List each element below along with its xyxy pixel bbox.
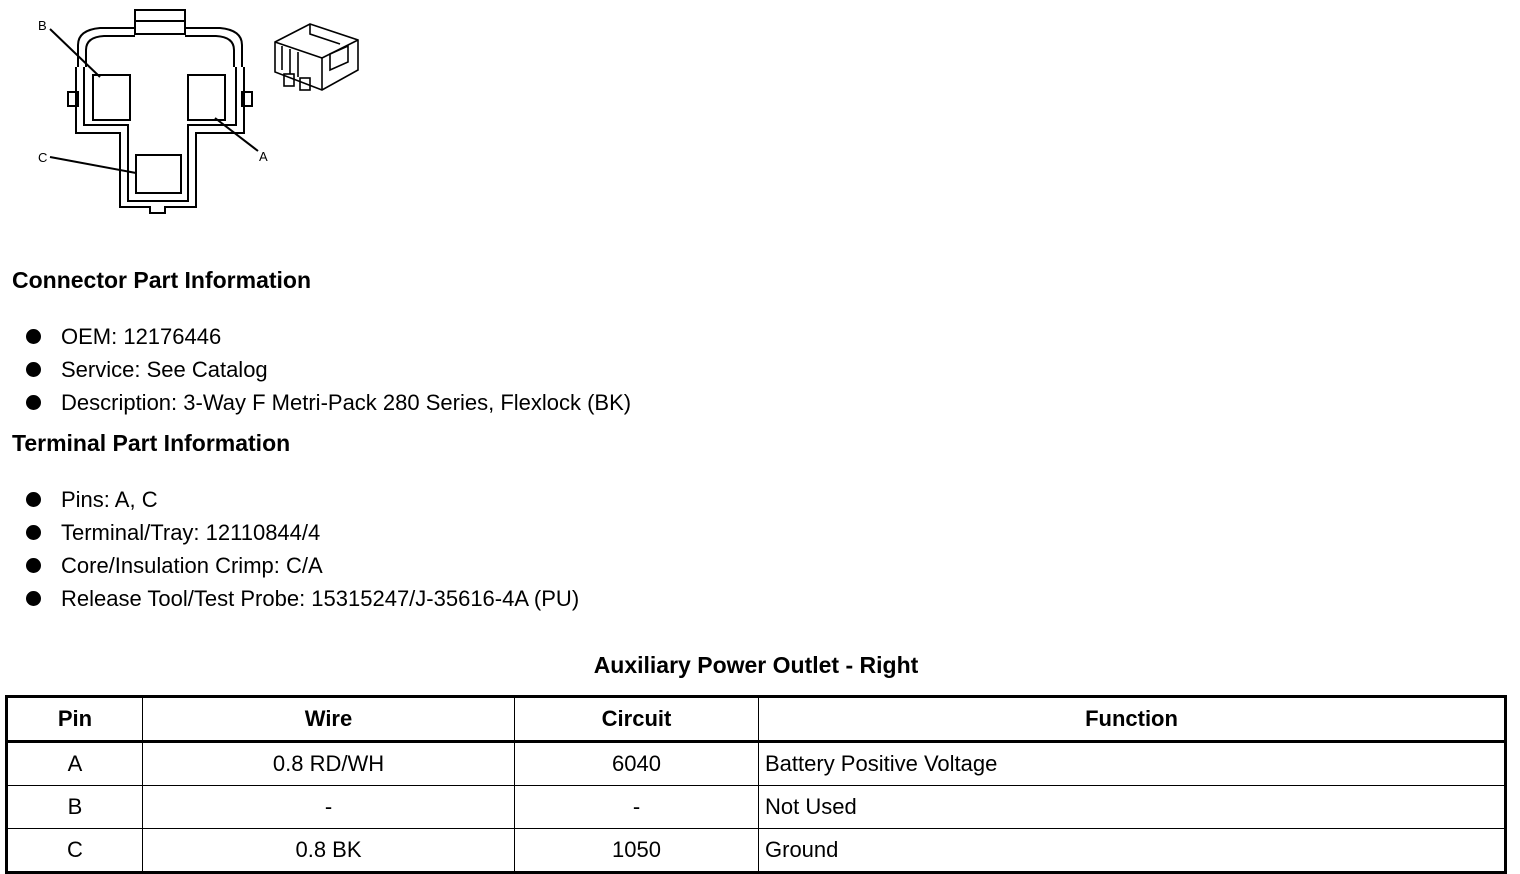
function-cell: Not Used xyxy=(759,786,1506,829)
wire-cell: 0.8 BK xyxy=(143,829,515,873)
circuit-cell: - xyxy=(515,786,759,829)
circuit-cell: 6040 xyxy=(515,742,759,786)
function-cell: Ground xyxy=(759,829,1506,873)
pinout-table xyxy=(5,695,1507,874)
pin-label-b: B xyxy=(38,18,47,33)
pin-label-c: C xyxy=(38,150,48,165)
table-header-row xyxy=(7,697,1506,742)
table-row xyxy=(7,786,1506,829)
column-header-wire: Wire xyxy=(143,697,515,742)
bullet-icon xyxy=(26,591,41,606)
table-row xyxy=(7,742,1506,786)
bullet-icon xyxy=(26,362,41,377)
function-cell: Battery Positive Voltage xyxy=(759,742,1506,786)
circuit-cell: 1050 xyxy=(515,829,759,873)
pin-cell: B xyxy=(7,786,143,829)
list-item: Release Tool/Test Probe: 15315247/J-35616-4A (PU) xyxy=(26,582,579,615)
wire-cell: 0.8 RD/WH xyxy=(143,742,515,786)
list-item: Core/Insulation Crimp: C/A xyxy=(26,549,579,582)
connector-isometric-image xyxy=(270,12,365,97)
pin-cell: C xyxy=(7,829,143,873)
bullet-icon xyxy=(26,558,41,573)
column-header-pin: Pin xyxy=(7,697,143,742)
column-header-function: Function xyxy=(759,697,1506,742)
pinout-table-title: Auxiliary Power Outlet - Right xyxy=(593,652,919,678)
list-item: Service: See Catalog xyxy=(26,353,631,386)
table-row xyxy=(7,829,1506,873)
bullet-icon xyxy=(26,525,41,540)
list-item: Terminal/Tray: 12110844/4 xyxy=(26,516,579,549)
bullet-icon xyxy=(26,329,41,344)
wire-cell: - xyxy=(143,786,515,829)
connector-info-heading: Connector Part Information xyxy=(12,267,312,293)
list-item: Pins: A, C xyxy=(26,483,579,516)
list-item: OEM: 12176446 xyxy=(26,320,631,353)
pin-label-a: A xyxy=(259,149,268,164)
connector-info-list xyxy=(26,320,631,419)
terminal-info-heading: Terminal Part Information xyxy=(12,430,291,456)
connector-face-diagram xyxy=(30,5,280,220)
pin-cell: A xyxy=(7,742,143,786)
list-item: Description: 3-Way F Metri-Pack 280 Series, Flexlock (BK) xyxy=(26,386,631,419)
column-header-circuit: Circuit xyxy=(515,697,759,742)
bullet-icon xyxy=(26,395,41,410)
terminal-info-list xyxy=(26,483,579,615)
bullet-icon xyxy=(26,492,41,507)
